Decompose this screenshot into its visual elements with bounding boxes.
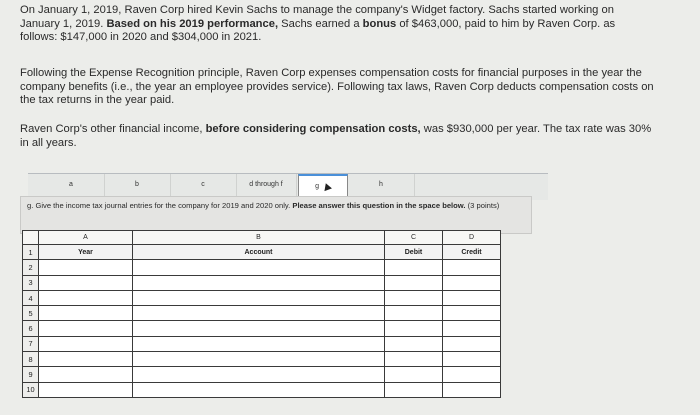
paragraph-text-segment: was $930,000 per year. The tax rate was 30% in all years.: [20, 123, 652, 149]
column-letter: B: [133, 231, 385, 245]
credit-cell[interactable]: [443, 290, 501, 305]
header-credit: Credit: [443, 245, 501, 260]
paragraph-text-segment: Following the Expense Recognition principle, Raven Corp expenses compensation costs for financial purposes in the year the company benefits (i.e., the year an employee provides service). Following tax laws, Raven Corp deducts compensation costs on the tax returns in the year paid.: [20, 67, 654, 107]
tab-b[interactable]: b: [104, 174, 171, 198]
credit-cell[interactable]: [443, 306, 501, 321]
header-account: Account: [133, 245, 385, 260]
journal-entry-table: [22, 230, 500, 398]
account-cell[interactable]: [133, 367, 385, 382]
year-cell[interactable]: [39, 367, 133, 382]
row-number: 7: [23, 336, 39, 351]
row-number: 2: [23, 260, 39, 275]
table-row: [23, 290, 501, 305]
account-cell[interactable]: [133, 306, 385, 321]
header-row: [23, 245, 501, 260]
account-cell[interactable]: [133, 321, 385, 336]
question-prompt: g. Give the income tax journal entries for the company for 2019 and 2020 only.: [27, 201, 293, 210]
debit-cell[interactable]: [385, 290, 443, 305]
corner-cell: [23, 231, 39, 245]
year-cell[interactable]: [39, 290, 133, 305]
account-cell[interactable]: [133, 336, 385, 351]
debit-cell[interactable]: [385, 260, 443, 275]
row-number: 5: [23, 306, 39, 321]
table-row: [23, 306, 501, 321]
debit-cell[interactable]: [385, 306, 443, 321]
column-letter: D: [443, 231, 501, 245]
question-instruction: Please answer this question in the space below.: [292, 201, 466, 210]
table-row: [23, 321, 501, 336]
paragraph-text-segment: before considering compensation costs,: [205, 123, 421, 135]
problem-paragraph-1: [20, 4, 640, 45]
table-row: [23, 352, 501, 367]
credit-cell[interactable]: [443, 382, 501, 397]
mouse-cursor-icon: [322, 181, 332, 190]
paragraph-text-segment: Sachs earned a: [281, 17, 363, 30]
question-text: [27, 201, 527, 211]
tab-c[interactable]: c: [170, 174, 237, 198]
row-number: 9: [23, 367, 39, 382]
credit-cell[interactable]: [443, 352, 501, 367]
paragraph-text-segment: Based on his 2019 performance,: [106, 17, 282, 30]
debit-cell[interactable]: [385, 382, 443, 397]
row-number: 6: [23, 321, 39, 336]
tab-a[interactable]: a: [38, 174, 105, 198]
year-cell[interactable]: [39, 352, 133, 367]
account-cell[interactable]: [133, 290, 385, 305]
credit-cell[interactable]: [443, 260, 501, 275]
account-cell[interactable]: [133, 260, 385, 275]
row-number: 1: [23, 245, 39, 260]
column-letter: C: [385, 231, 443, 245]
tab-d-through-f[interactable]: d through f: [236, 174, 297, 198]
paragraph-text-segment: On January 1, 2019, Raven Corp hired Kevin Sachs to manage the company's Widget factory. Sachs started working on January 1, 2019.: [20, 4, 614, 30]
table-row: [23, 260, 501, 275]
year-cell[interactable]: [39, 382, 133, 397]
header-debit: Debit: [385, 245, 443, 260]
problem-paragraph-2: [20, 67, 660, 108]
paragraph-text-segment: bonus: [362, 17, 397, 30]
table-row: [23, 382, 501, 397]
tab-g-label: g: [315, 183, 319, 190]
account-cell[interactable]: [133, 382, 385, 397]
credit-cell[interactable]: [443, 336, 501, 351]
credit-cell[interactable]: [443, 321, 501, 336]
credit-cell[interactable]: [443, 367, 501, 382]
year-cell[interactable]: [39, 306, 133, 321]
header-year: Year: [39, 245, 133, 260]
row-number: 3: [23, 275, 39, 290]
year-cell[interactable]: [39, 336, 133, 351]
row-number: 10: [23, 382, 39, 397]
table-row: [23, 275, 501, 290]
column-letter-row: [23, 231, 501, 245]
debit-cell[interactable]: [385, 336, 443, 351]
question-points: (3 points): [465, 201, 500, 210]
debit-cell[interactable]: [385, 275, 443, 290]
paragraph-text-segment: of $463,000, paid to him by Raven Corp. as follows: $147,000 in 2020 and $304,000 in 2021.: [20, 17, 616, 44]
row-number: 4: [23, 290, 39, 305]
problem-paragraph-3: [20, 123, 660, 150]
paragraph-text-segment: Raven Corp's other financial income,: [20, 123, 206, 135]
question-box: [20, 196, 532, 234]
debit-cell[interactable]: [385, 321, 443, 336]
year-cell[interactable]: [39, 275, 133, 290]
debit-cell[interactable]: [385, 367, 443, 382]
row-number: 8: [23, 352, 39, 367]
tab-h[interactable]: h: [348, 174, 415, 198]
debit-cell[interactable]: [385, 352, 443, 367]
table-row: [23, 367, 501, 382]
account-cell[interactable]: [133, 352, 385, 367]
year-cell[interactable]: [39, 321, 133, 336]
column-letter: A: [39, 231, 133, 245]
credit-cell[interactable]: [443, 275, 501, 290]
year-cell[interactable]: [39, 260, 133, 275]
table-row: [23, 336, 501, 351]
account-cell[interactable]: [133, 275, 385, 290]
